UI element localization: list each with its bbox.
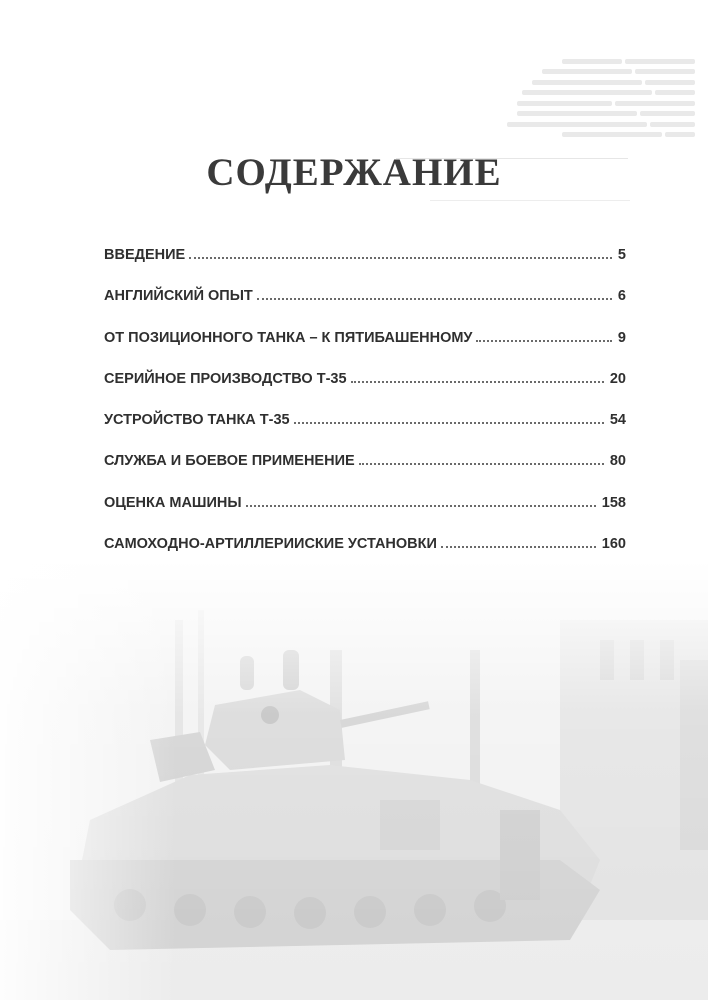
show-through-text	[470, 56, 695, 140]
toc-entry-page: 158	[601, 494, 626, 511]
show-through-rule	[430, 200, 630, 201]
toc-dot-leader	[351, 381, 604, 383]
toc-dot-leader	[246, 505, 596, 507]
toc-entry[interactable]	[104, 536, 626, 577]
toc-dot-leader	[294, 422, 604, 424]
tank-photo-background	[0, 560, 708, 1000]
toc-entry-title: АНГЛИЙСКИЙ ОПЫТ	[104, 288, 253, 305]
toc-dot-leader	[441, 546, 596, 548]
toc-entry-page: 9	[617, 329, 626, 346]
toc-dot-leader	[476, 340, 611, 342]
toc-entry-page: 80	[609, 453, 626, 470]
toc-entry[interactable]	[104, 330, 626, 371]
toc-entry-title: УСТРОЙСТВО ТАНКА Т-35	[104, 412, 290, 429]
toc-entry-title: СЕРИЙНОЕ ПРОИЗВОДСТВО Т-35	[104, 370, 347, 387]
toc-entry-page: 160	[601, 536, 626, 553]
toc-entry-page: 54	[609, 412, 626, 429]
toc-entry[interactable]	[104, 371, 626, 412]
toc-dot-leader	[359, 463, 604, 465]
toc-entry-page: 6	[617, 288, 626, 305]
toc-entry-page: 20	[609, 370, 626, 387]
toc-entry[interactable]	[104, 288, 626, 329]
toc-entry-title: СЛУЖБА И БОЕВОЕ ПРИМЕНЕНИЕ	[104, 453, 355, 470]
toc-entry[interactable]	[104, 495, 626, 536]
toc-entry-title: ОЦЕНКА МАШИНЫ	[104, 494, 242, 511]
page-title: СОДЕРЖАНИЕ	[206, 151, 502, 194]
toc-dot-leader	[257, 298, 612, 300]
toc-dot-leader	[189, 257, 612, 259]
toc-entry-title: ОТ ПОЗИЦИОННОГО ТАНКА – К ПЯТИБАШЕННОМУ	[104, 329, 473, 346]
table-of-contents	[104, 247, 626, 577]
toc-entry[interactable]	[104, 247, 626, 288]
toc-entry-title: САМОХОДНО-АРТИЛЛЕРИИСКИЕ УСТАНОВКИ	[104, 536, 437, 553]
toc-entry[interactable]	[104, 453, 626, 494]
toc-entry-page: 5	[617, 247, 626, 263]
toc-entry-title: ВВЕДЕНИЕ	[104, 247, 186, 263]
toc-entry[interactable]	[104, 412, 626, 453]
